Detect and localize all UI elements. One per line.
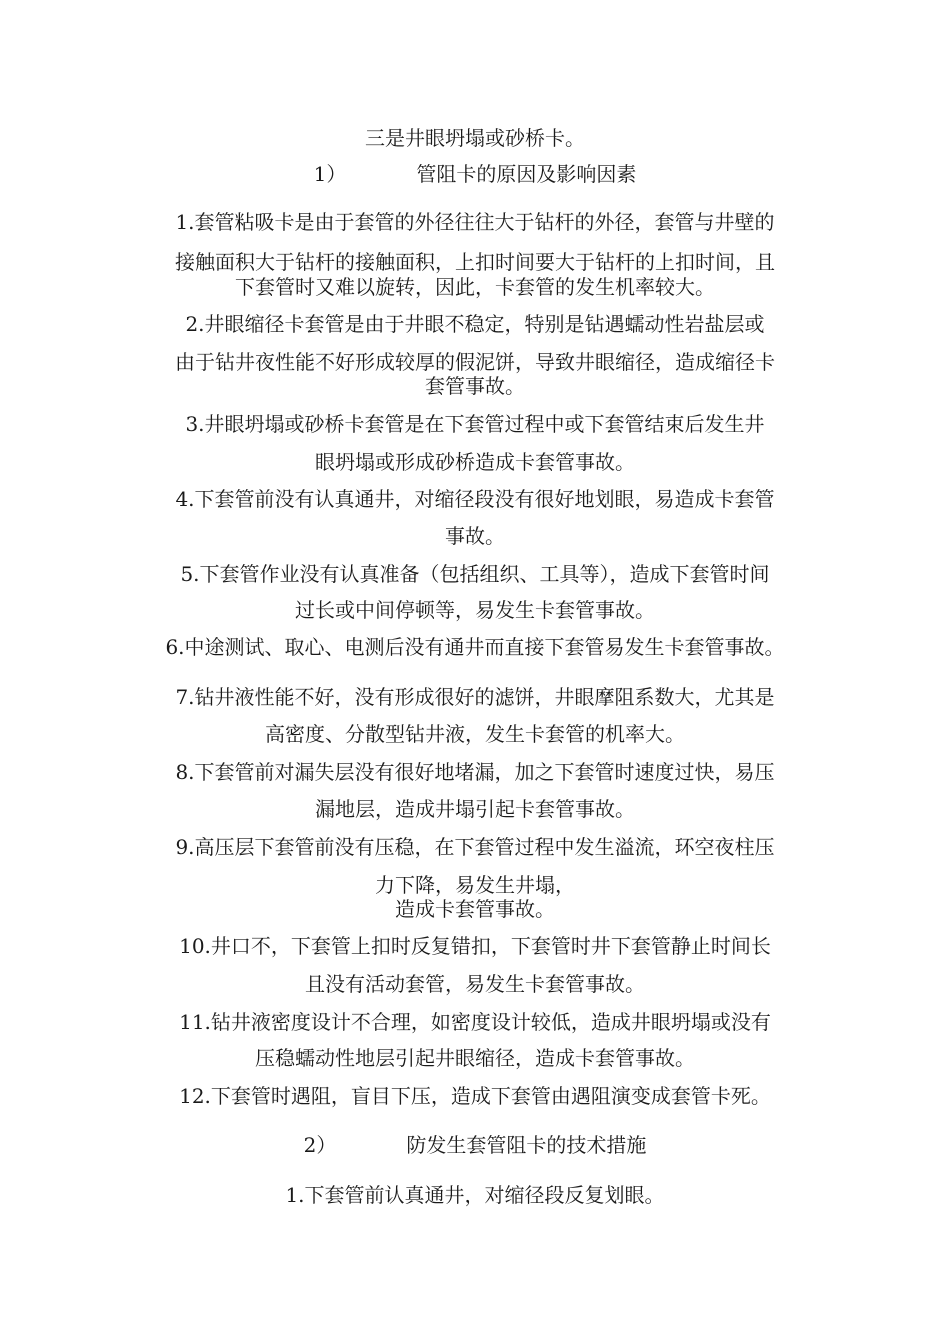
item-line: 6.中途测试、取心、电测后没有通井而直接下套管易发生卡套管事故。	[165, 635, 785, 659]
item-line: 12.下套管时遇阻，盲目下压，造成下套管由遇阻演变成套管卡死。	[179, 1084, 771, 1108]
item-line: 1.套管粘吸卡是由于套管的外径往往大于钻杆的外径，套管与井壁的	[175, 210, 775, 234]
item-line: 9.高压层下套管前没有压稳，在下套管过程中发生溢流，环空夜柱压	[175, 835, 775, 859]
intro-line: 三是井眼坍塌或砂桥卡。	[365, 126, 585, 150]
item-line: 7.钻井液性能不好，没有形成很好的滤饼，井眼摩阻系数大，尤其是	[175, 685, 775, 709]
item-line: 5.下套管作业没有认真准备（包括组织、工具等），造成下套管时间	[180, 562, 770, 586]
section-heading-2	[110, 1133, 840, 1157]
item-line: 8.下套管前对漏失层没有很好地堵漏，加之下套管时速度过快，易压	[175, 760, 775, 784]
item-line: 3.井眼坍塌或砂桥卡套管是在下套管过程中或下套管结束后发生井	[185, 412, 765, 436]
item-line: 造成卡套管事故。	[395, 897, 555, 921]
item-line: 11.钻井液密度设计不合理，如密度设计较低，造成井眼坍塌或没有	[179, 1010, 771, 1034]
measure-line: 1.下套管前认真通井，对缩径段反复划眼。	[285, 1183, 665, 1207]
item-line: 接触面积大于钻杆的接触面积，上扣时间要大于钻杆的上扣时间，且	[175, 250, 775, 274]
section-title: 防发生套管阻卡的技术措施	[406, 1133, 647, 1157]
item-line: 压稳蠕动性地层引起井眼缩径，造成卡套管事故。	[255, 1046, 695, 1070]
section-heading-1	[110, 162, 840, 186]
section-title: 管阻卡的原因及影响因素	[416, 162, 637, 186]
item-line: 高密度、分散型钻井液，发生卡套管的机率大。	[265, 722, 685, 746]
item-line: 力下降，易发生井塌，	[375, 873, 575, 897]
item-line: 事故。	[445, 524, 505, 548]
section-number: 2）	[303, 1133, 337, 1157]
item-line: 且没有活动套管，易发生卡套管事故。	[305, 972, 645, 996]
section-number: 1）	[313, 162, 347, 186]
item-line: 漏地层，造成井塌引起卡套管事故。	[315, 797, 635, 821]
item-line: 下套管时又难以旋转，因此，卡套管的发生机率较大。	[235, 275, 715, 299]
item-line: 由于钻井夜性能不好形成较厚的假泥饼，导致井眼缩径，造成缩径卡	[175, 350, 775, 374]
item-line: 10.井口不，下套管上扣时反复错扣，下套管时井下套管静止时间长	[179, 934, 771, 958]
item-line: 套管事故。	[425, 374, 525, 398]
item-line: 2.井眼缩径卡套管是由于井眼不稳定，特别是钻遇蠕动性岩盐层或	[185, 312, 765, 336]
item-line: 眼坍塌或形成砂桥造成卡套管事故。	[315, 450, 635, 474]
item-line: 过长或中间停顿等，易发生卡套管事故。	[295, 598, 655, 622]
item-line: 4.下套管前没有认真通井，对缩径段没有很好地划眼，易造成卡套管	[175, 487, 775, 511]
